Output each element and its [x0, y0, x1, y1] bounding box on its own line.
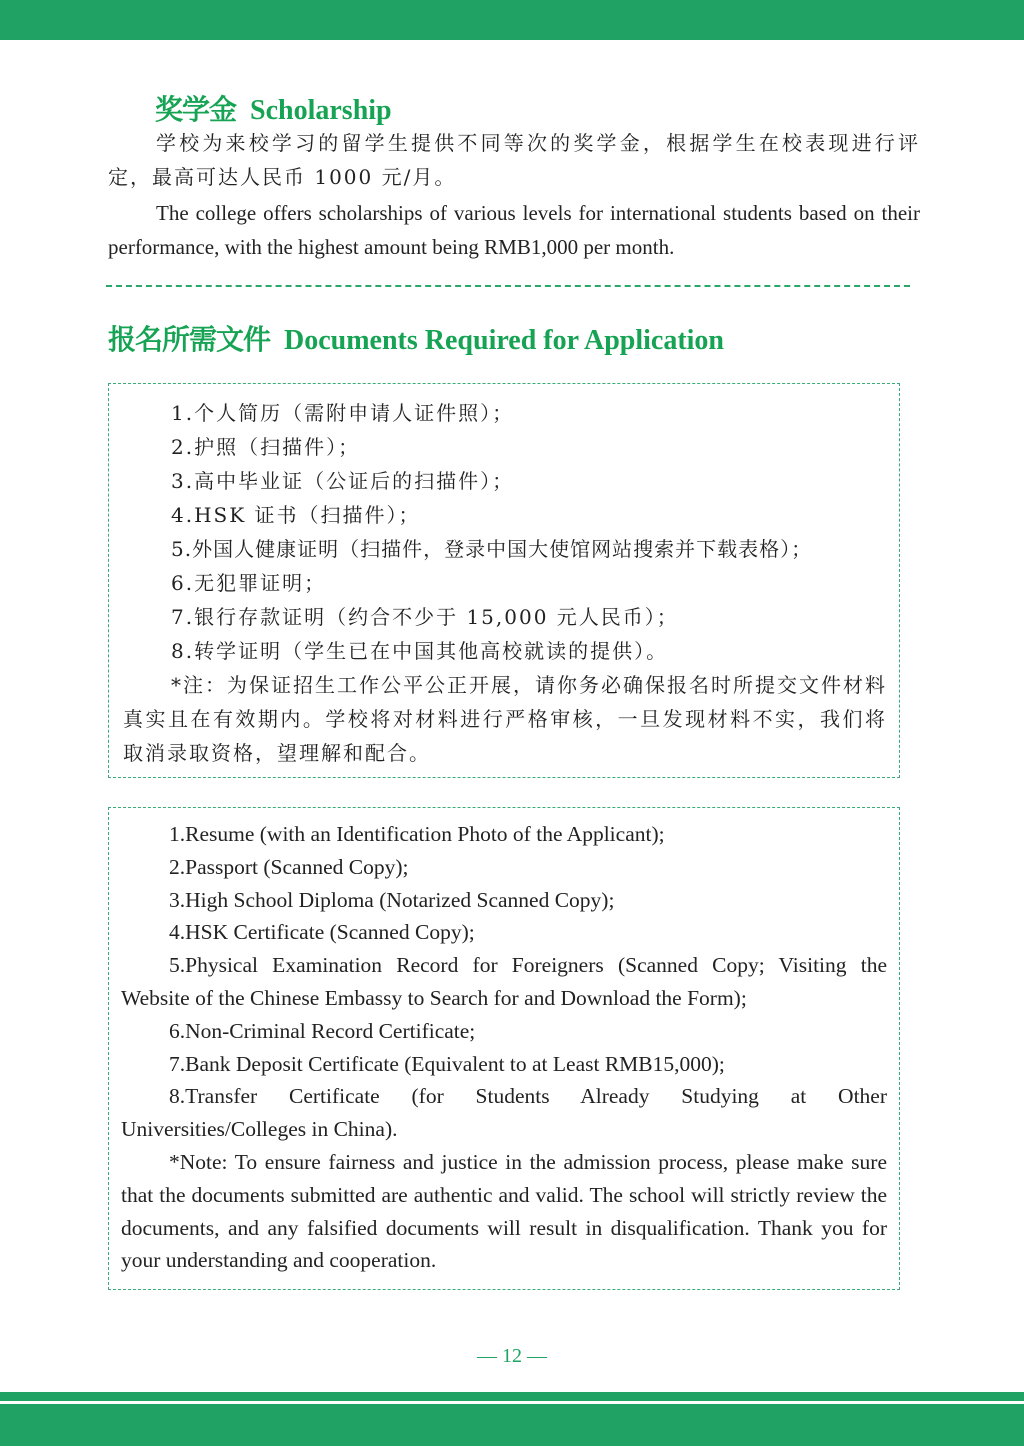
documents-title-en: Documents Required for Application [284, 325, 725, 356]
footer-bar [0, 1404, 1024, 1446]
documents-list-cn [108, 383, 900, 778]
scholarship-body-en: The college offers scholarships of various levels for international students based on their performance, with the highest amount being RMB1,000 per month. [108, 201, 920, 259]
note-en: *Note: To ensure fairness and justice in the admission process, please make sure that the documents submitted are authentic and valid. The school will strictly review the documents, and any falsified documents will result in disqualification. Thank you for your understanding and cooperation. [121, 1149, 887, 1273]
scholarship-heading [155, 88, 392, 128]
documents-heading [108, 318, 724, 358]
list-item: 1.个人简历（需附申请人证件照）； [171, 401, 515, 425]
documents-title-cn: 报名所需文件 [108, 323, 271, 356]
list-item: 4.HSK 证书（扫描件）； [171, 503, 421, 527]
list-item: 7.Bank Deposit Certificate (Equivalent to at Least RMB15,000); [169, 1051, 725, 1076]
list-item: 1.Resume (with an Identification Photo of the Applicant); [169, 822, 665, 846]
list-item: 2.护照（扫描件）； [171, 435, 361, 459]
list-item: 8.Transfer Certificate (for Students Already Studying at Other Universities/Colleges in China). [121, 1084, 887, 1142]
page-number: — 12 — [477, 1345, 547, 1367]
scholarship-body-cn: 学校为来校学习的留学生提供不同等次的奖学金，根据学生在校表现进行评定，最高可达人民币 1000 元/月。 [108, 131, 920, 189]
scholarship-title-cn: 奖学金 [155, 93, 237, 126]
scholarship-title-en: Scholarship [250, 95, 392, 126]
list-item: 6.Non-Criminal Record Certificate; [169, 1018, 476, 1043]
header-bar [0, 0, 1024, 40]
note-cn: *注：为保证招生工作公平公正开展，请你务必确保报名时所提交文件材料真实且在有效期内。学校将对材料进行严格审核，一旦发现材料不实，我们将取消录取资格，望理解和配合。 [123, 673, 887, 765]
list-item: 4.HSK Certificate (Scanned Copy); [169, 920, 475, 945]
documents-list-en [108, 807, 900, 1290]
list-item: 8.转学证明（学生已在中国其他高校就读的提供）。 [171, 639, 669, 663]
list-item: 6.无犯罪证明； [171, 571, 327, 595]
list-item: 5.Physical Examination Record for Foreigners (Scanned Copy; Visiting the Website of the Chinese Embassy to Search for and Download the Form); [121, 953, 887, 1010]
list-item: 3.High School Diploma (Notarized Scanned Copy); [169, 887, 615, 912]
list-item: 7.银行存款证明（约合不少于 15,000 元人民币）； [171, 605, 679, 629]
footer-stripe-thin [0, 1392, 1024, 1401]
list-item: 3.高中毕业证（公证后的扫描件）； [171, 469, 515, 493]
list-item: 2.Passport (Scanned Copy); [169, 854, 409, 879]
list-item: 5.外国人健康证明（扫描件，登录中国大使馆网站搜索并下载表格）； [171, 537, 813, 561]
section-divider [106, 285, 910, 287]
